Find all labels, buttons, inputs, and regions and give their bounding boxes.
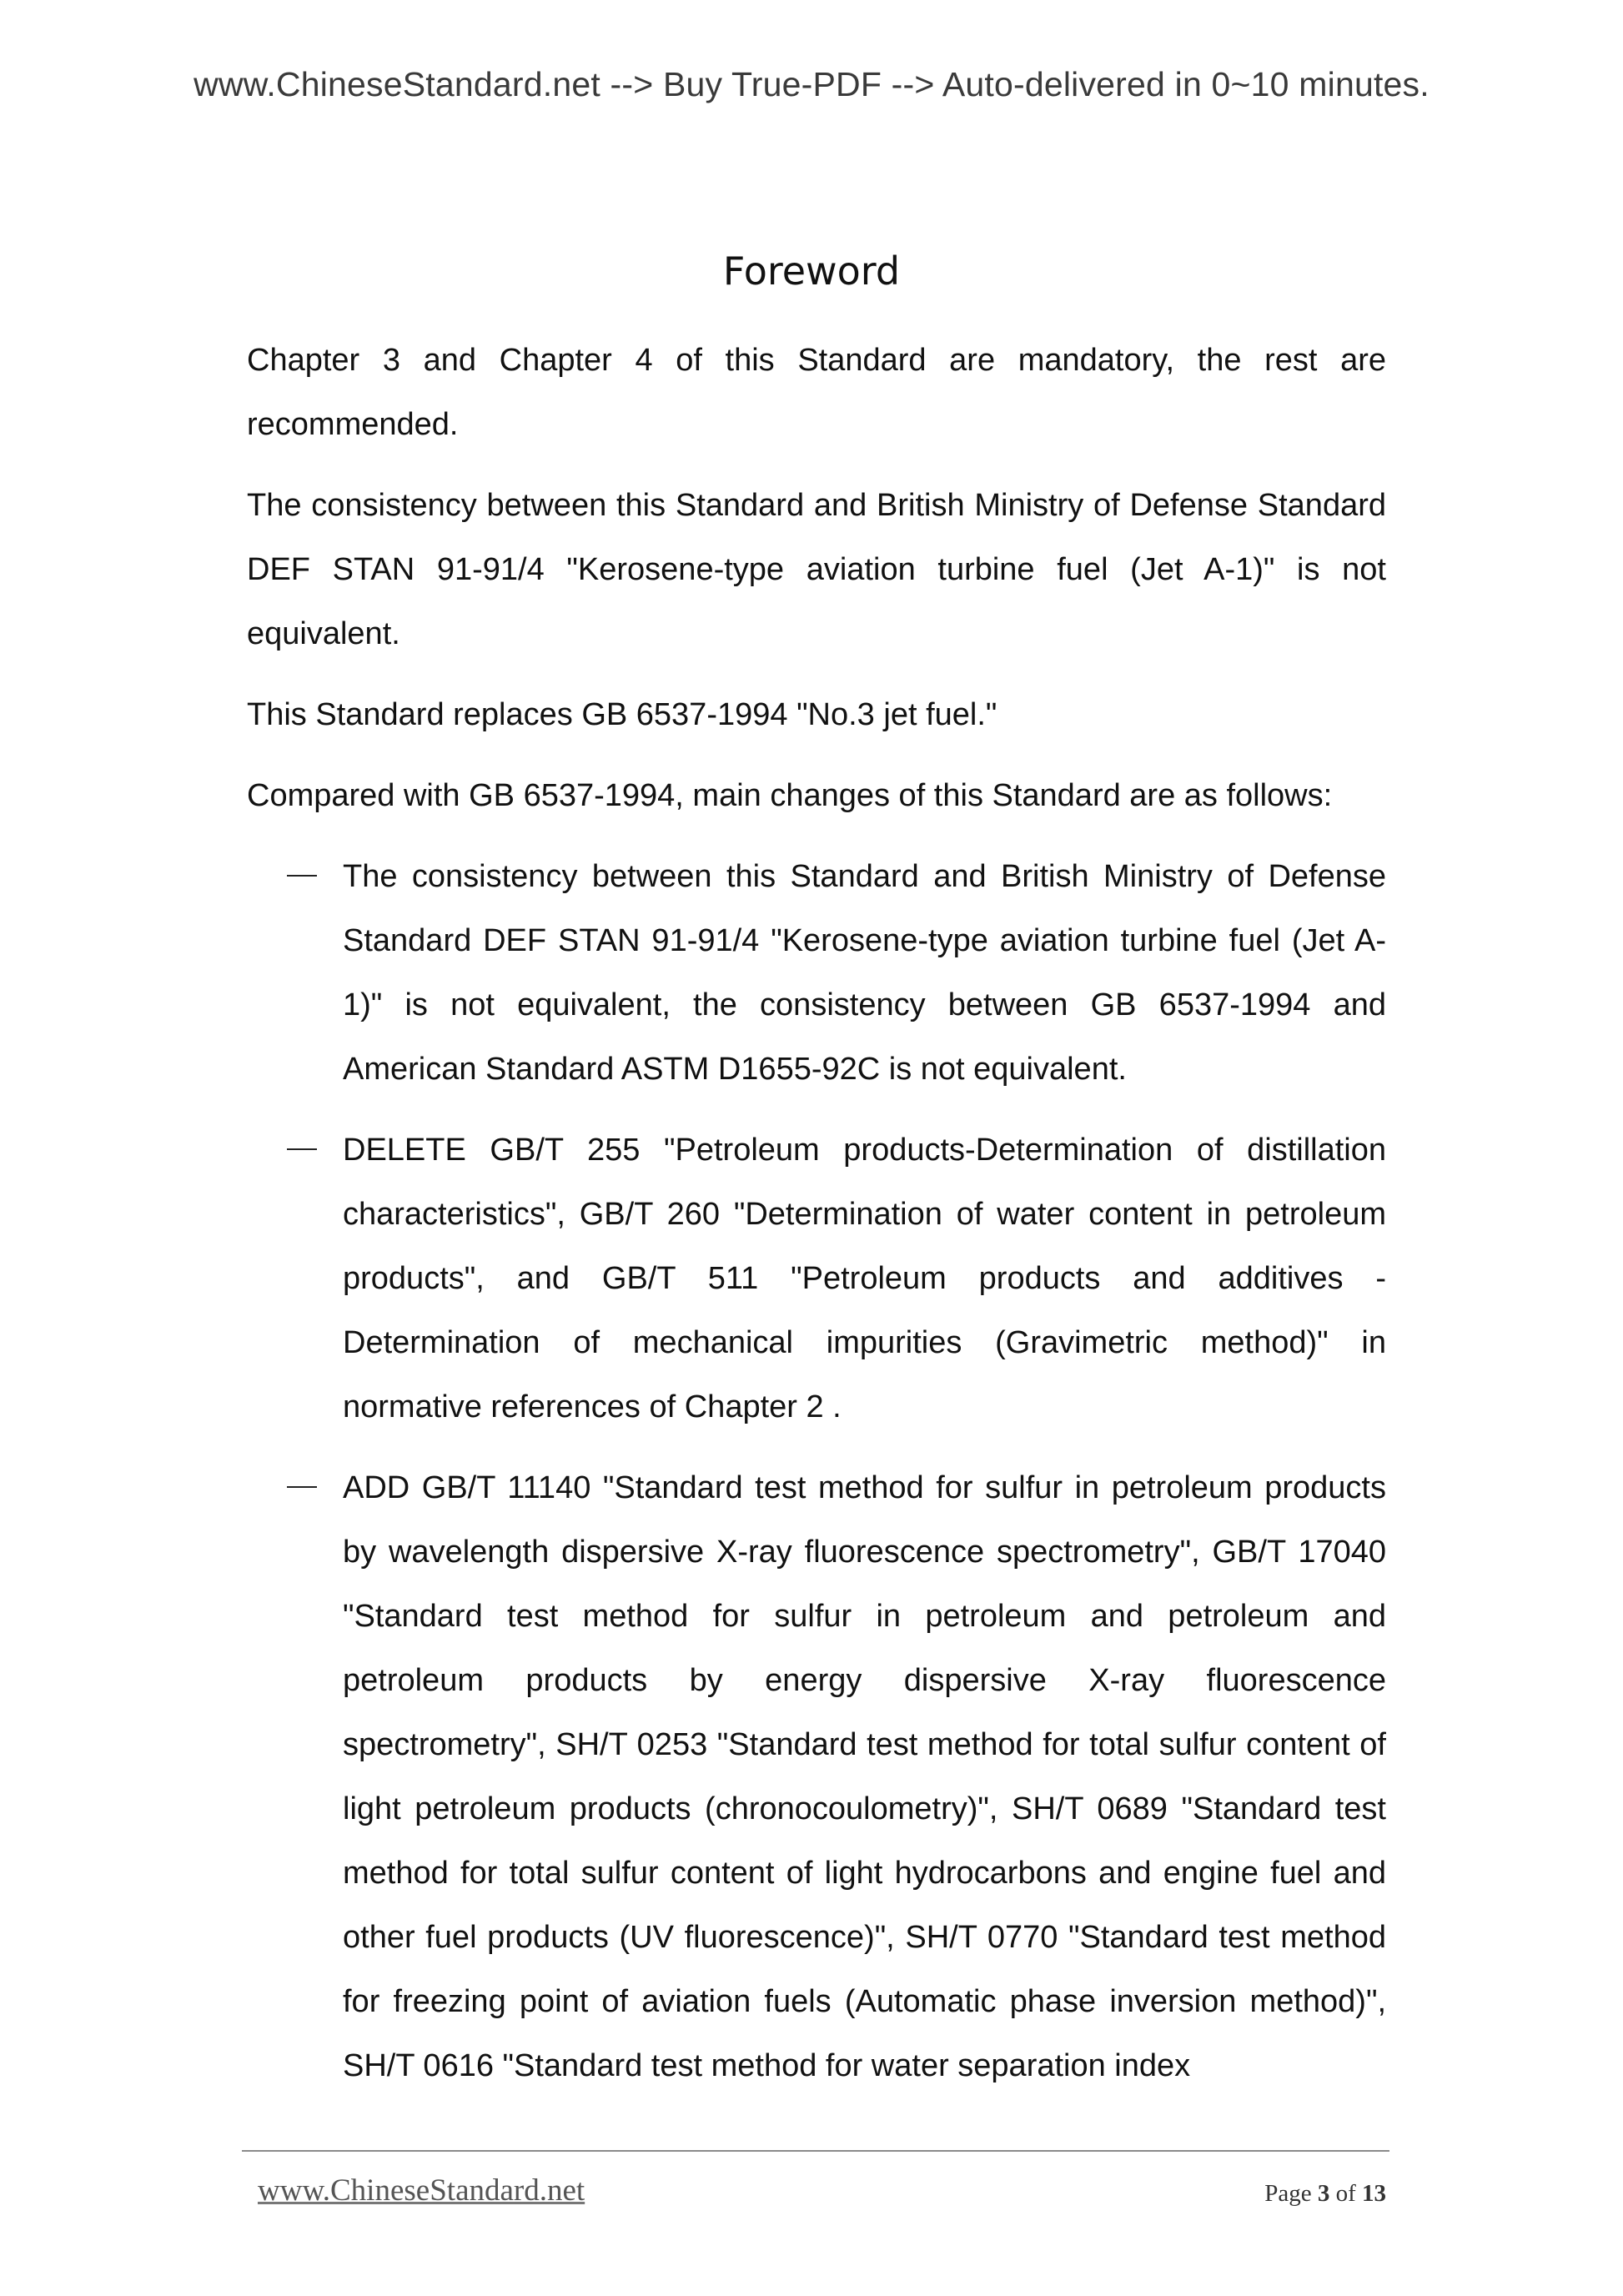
footer-divider	[242, 2150, 1389, 2152]
list-item-text: The consistency between this Standard and British Ministry of Defense Standard DEF STAN 91-91/4 "Kerosene-type aviation turbine fuel (Jet A-1)" is not equivalent, the consistency between GB 6537-1994 and American Standard ASTM D1655-92C is not equivalent.	[343, 859, 1386, 1087]
page-of: of	[1335, 2180, 1356, 2207]
page-current: 3	[1317, 2180, 1330, 2207]
footer-site-link[interactable]: www.ChineseStandard.net	[258, 2173, 585, 2208]
list-item	[247, 1118, 1386, 1439]
paragraph-replaces: This Standard replaces GB 6537-1994 "No.3 jet fuel."	[247, 697, 997, 732]
changes-list	[247, 845, 1386, 2098]
top-banner: www.ChineseStandard.net --> Buy True-PDF --> Auto-delivered in 0~10 minutes.	[193, 65, 1430, 103]
list-item	[247, 1456, 1386, 2098]
paragraph-consistency: The consistency between this Standard and British Ministry of Defense Standard DEF STAN 91-91/4 "Kerosene-type aviation turbine fuel (Jet A-1)" is not equivalent.	[247, 488, 1386, 651]
page-title: Foreword	[722, 249, 901, 294]
document-body	[247, 329, 1386, 2115]
list-item-text: DELETE GB/T 255 "Petroleum products-Determination of distillation characteristics", GB/T 260 "Determination of water content in petroleum products", and GB/T 511 "Petroleum products and additives - Determination of mechanical impurities (Gravimetric method)" in normative references of Chapter 2 .	[343, 1133, 1386, 1424]
page-total: 13	[1362, 2180, 1386, 2207]
page-number	[1264, 2180, 1386, 2208]
list-item-text: ADD GB/T 11140 "Standard test method for sulfur in petroleum products by wavelength dispersive X-ray fluorescence spectrometry", GB/T 17040 "Standard test method for sulfur in petroleum and petroleum and petroleum products by energy dispersive X-ray fluorescence spectrometry", SH/T 0253 "Standard test method for total sulfur content of light petroleum products (chronocoulometry)", SH/T 0689 "Standard test method for total sulfur content of light hydrocarbons and engine fuel and other fuel products (UV fluorescence)", SH/T 0770 "Standard test method for freezing point of aviation fuels (Automatic phase inversion method)", SH/T 0616 "Standard test method for water separation index	[343, 1470, 1386, 2083]
paragraph-changes-intro: Compared with GB 6537-1994, main changes of this Standard are as follows:	[247, 778, 1333, 813]
paragraph-mandatory: Chapter 3 and Chapter 4 of this Standard are mandatory, the rest are recommended.	[247, 343, 1386, 442]
page-word: Page	[1264, 2180, 1312, 2207]
list-item	[247, 845, 1386, 1102]
